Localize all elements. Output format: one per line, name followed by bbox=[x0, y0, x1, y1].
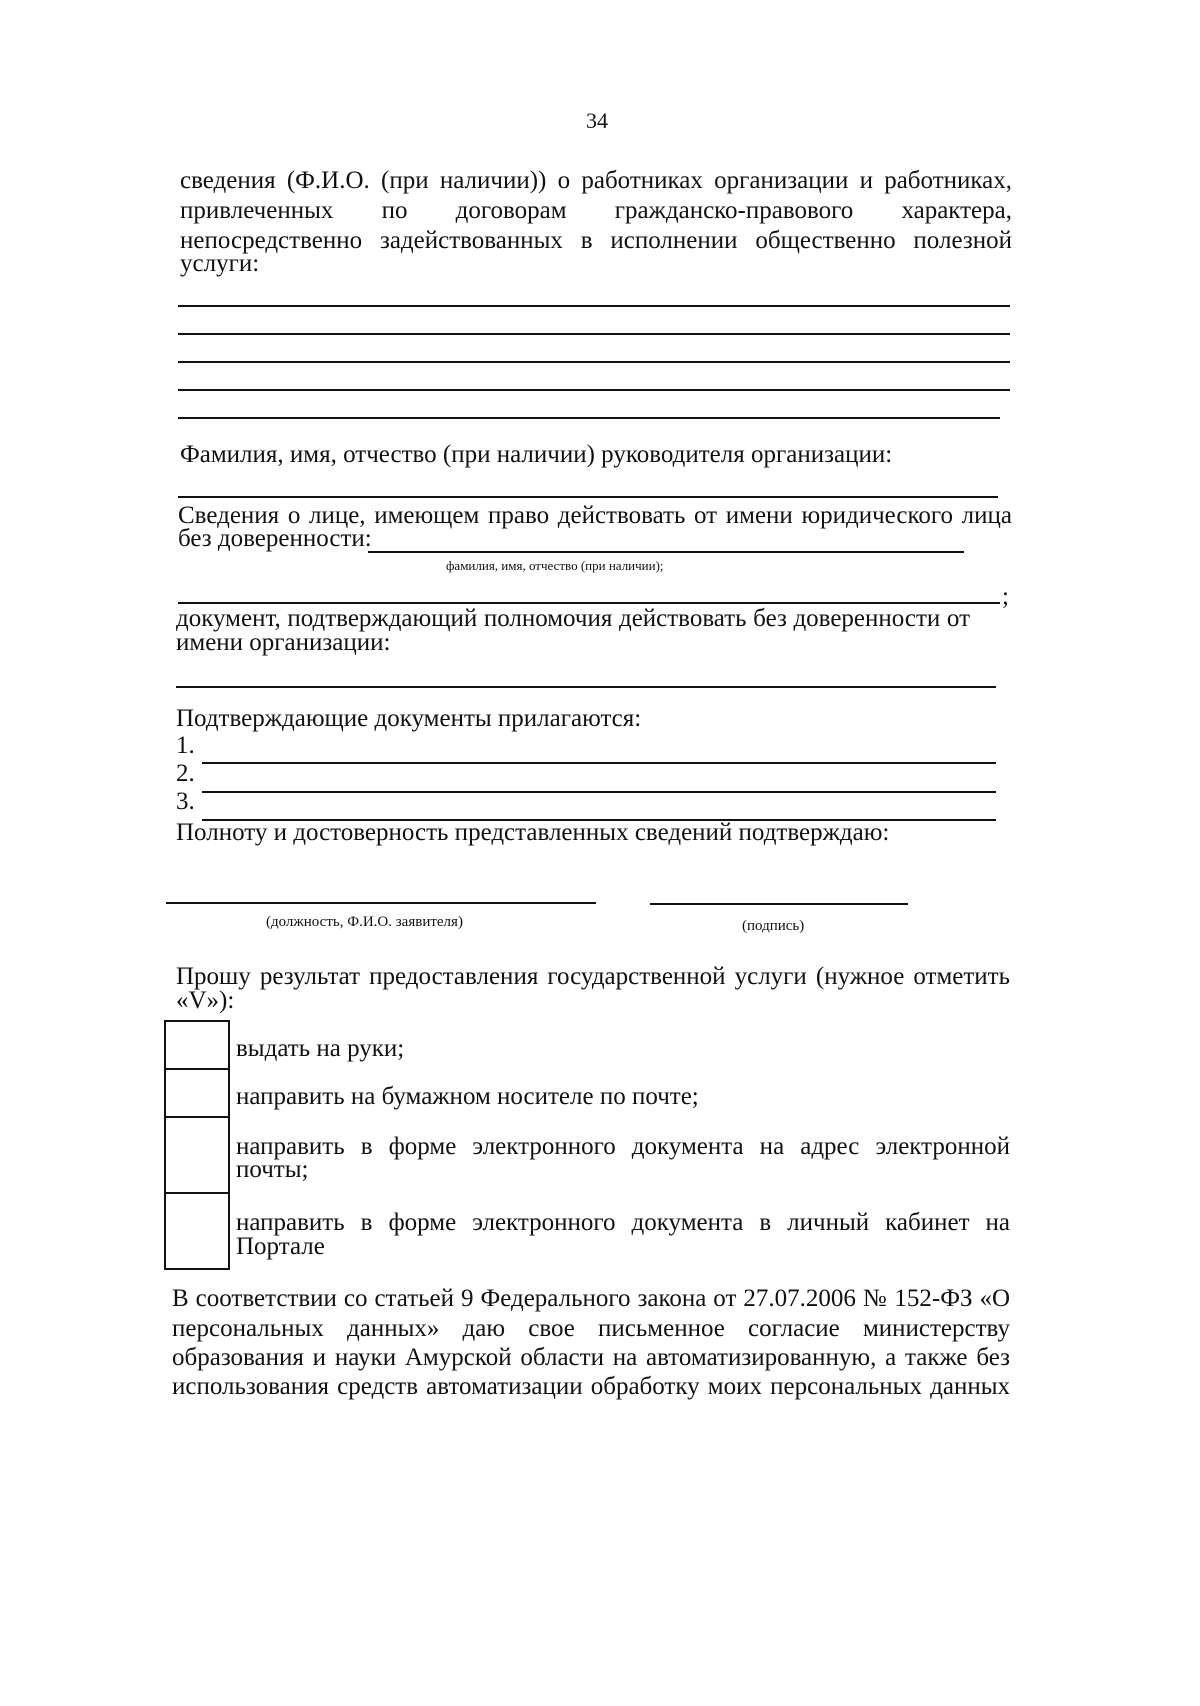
attachments-label: Подтверждающие документы прилагаются: bbox=[176, 705, 642, 732]
head-label: Фамилия, имя, отчество (при наличии) руководителя организации: bbox=[180, 441, 893, 468]
consent-line-2: персональных данных» даю свое письменное согласие министерству bbox=[172, 1315, 1010, 1342]
attachment-blank-line-1[interactable] bbox=[202, 762, 996, 764]
authority-line-1: Сведения о лице, имеющем право действовать от имени юридического лица bbox=[178, 502, 1012, 529]
result-line-2: «V»): bbox=[176, 987, 235, 1014]
authority-doc-line-2: имени организации: bbox=[176, 629, 391, 656]
authority-name-blank-line[interactable] bbox=[368, 551, 964, 553]
intro-line-3: непосредственно задействованных в исполнении общественно полезной bbox=[180, 227, 1012, 254]
option-checkbox-2[interactable] bbox=[164, 1068, 230, 1118]
employees-blank-line-2[interactable] bbox=[178, 333, 1010, 335]
intro-line-1: сведения (Ф.И.О. (при наличии)) о работниках организации и работниках, bbox=[180, 167, 1012, 194]
page-number: 34 bbox=[586, 108, 608, 133]
employees-blank-line-3[interactable] bbox=[178, 361, 1010, 363]
position-caption: (должность, Ф.И.О. заявителя) bbox=[266, 914, 463, 930]
signature-caption: (подпись) bbox=[742, 918, 805, 934]
employees-blank-line-1[interactable] bbox=[178, 305, 1010, 307]
consent-line-1: В соответствии со статьей 9 Федерального закона от 27.07.2006 № 152-ФЗ «О bbox=[172, 1285, 1010, 1312]
employees-blank-line-5[interactable] bbox=[178, 417, 1000, 419]
consent-line-3: образования и науки Амурской области на автоматизированную, а также без bbox=[172, 1344, 1010, 1371]
option-3-label-line-1: направить в форме электронного документа на адрес электронной bbox=[236, 1133, 1010, 1160]
head-blank-line[interactable] bbox=[178, 496, 998, 498]
option-3-label-line-2: почты; bbox=[236, 1156, 309, 1183]
option-4-label-line-2: Портале bbox=[236, 1233, 325, 1260]
intro-line-4: услуги: bbox=[180, 250, 260, 277]
confirm-label: Полноту и достоверность представленных сведений подтверждаю: bbox=[176, 819, 890, 846]
option-1-label: выдать на руки; bbox=[236, 1035, 405, 1062]
option-checkbox-1[interactable] bbox=[164, 1020, 230, 1070]
authority-semicolon: ; bbox=[1002, 583, 1009, 610]
option-2-label: направить на бумажном носителе по почте; bbox=[236, 1083, 699, 1110]
authority-line-2: без доверенности: bbox=[178, 525, 372, 552]
option-checkbox-4[interactable] bbox=[164, 1192, 230, 1270]
signature-blank-line[interactable] bbox=[650, 903, 908, 905]
authority-doc-line-1: документ, подтверждающий полномочия действовать без доверенности от bbox=[176, 605, 970, 632]
authority-doc-blank-line[interactable] bbox=[176, 686, 996, 688]
attachment-number-1: 1. bbox=[176, 732, 195, 759]
option-checkbox-3[interactable] bbox=[164, 1116, 230, 1194]
intro-line-2: привлеченных по договорам гражданско-правового характера, bbox=[180, 197, 1012, 224]
result-line-1: Прошу результат предоставления государственной услуги (нужное отметить bbox=[176, 963, 1010, 990]
attachment-number-2: 2. bbox=[176, 760, 195, 787]
attachment-number-3: 3. bbox=[176, 788, 195, 815]
attachment-blank-line-2[interactable] bbox=[202, 791, 996, 793]
employees-blank-line-4[interactable] bbox=[178, 389, 1010, 391]
consent-line-4: использования средств автоматизации обработку моих персональных данных bbox=[172, 1373, 1010, 1400]
position-blank-line[interactable] bbox=[166, 902, 596, 904]
authority-name-caption: фамилия, имя, отчество (при наличии); bbox=[446, 558, 664, 573]
option-4-label-line-1: направить в форме электронного документа в личный кабинет на bbox=[236, 1209, 1010, 1236]
